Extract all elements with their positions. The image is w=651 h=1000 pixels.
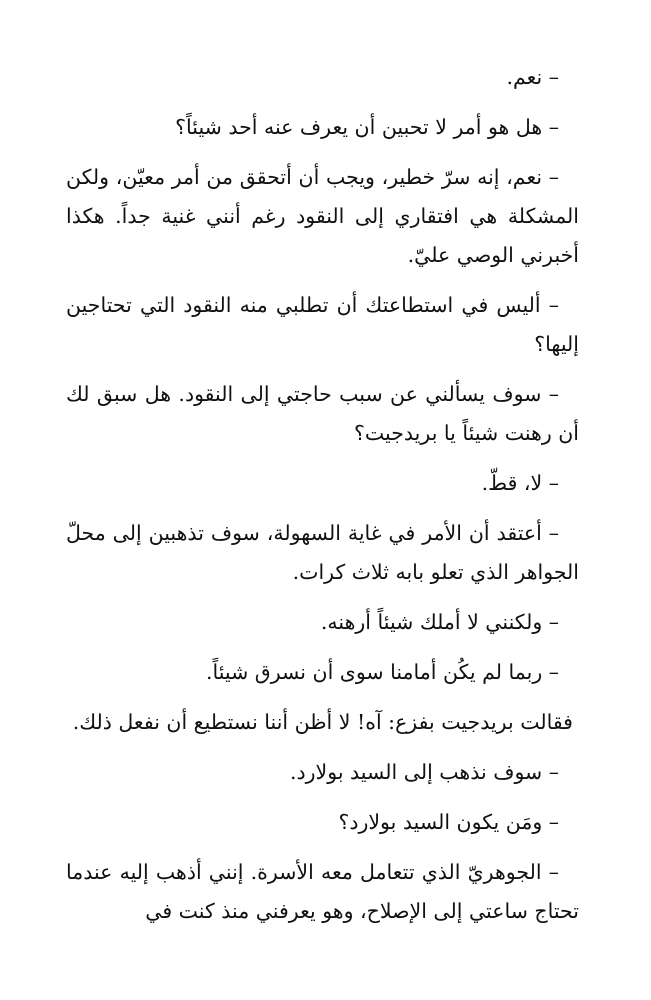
dialogue-paragraph: – نعم. <box>506 65 559 89</box>
dialogue-paragraph: – أليس في استطاعتك أن تطلبي منه النقود التي تحتاجين إليها؟ <box>66 293 579 356</box>
dialogue-paragraph: – ومَن يكون السيد بولارد؟ <box>338 810 559 834</box>
narration-paragraph: فقالت بريدجيت بفزع: آه! لا أظن أننا نستطيع أن نفعل ذلك. <box>72 710 573 734</box>
dialogue-paragraph: – سوف يسألني عن سبب حاجتي إلى النقود. هل سبق لك أن رهنت شيئاً يا بريدجيت؟ <box>66 382 579 445</box>
dialogue-paragraph: – هل هو أمر لا تحبين أن يعرف عنه أحد شيئاً؟ <box>175 115 559 139</box>
dialogue-paragraph: – ولكنني لا أملك شيئاً أرهنه. <box>320 610 559 634</box>
dialogue-paragraph: – الجوهريّ الذي تتعامل معه الأسرة. إنني أذهب إليه عندما تحتاج ساعتي إلى الإصلاح، وهو يعرفني منذ كنت في <box>66 860 579 923</box>
dialogue-paragraph: – أعتقد أن الأمر في غاية السهولة، سوف تذهبين إلى محلّ الجواهر الذي تعلو بابه ثلاث كرات. <box>66 521 579 584</box>
dialogue-paragraph: – سوف نذهب إلى السيد بولارد. <box>290 760 559 784</box>
dialogue-paragraph: – نعم، إنه سرّ خطير، ويجب أن أتحقق من أمر معيّن، ولكن المشكلة هي افتقاري إلى النقود رغم أنني غنية جداً. هكذا أخبرني الوصي عليّ. <box>66 165 579 267</box>
dialogue-paragraph: – ربما لم يكُن أمامنا سوى أن نسرق شيئاً. <box>205 660 559 684</box>
dialogue-paragraph: – لا، قطّ. <box>481 471 559 495</box>
book-page <box>66 58 579 942</box>
